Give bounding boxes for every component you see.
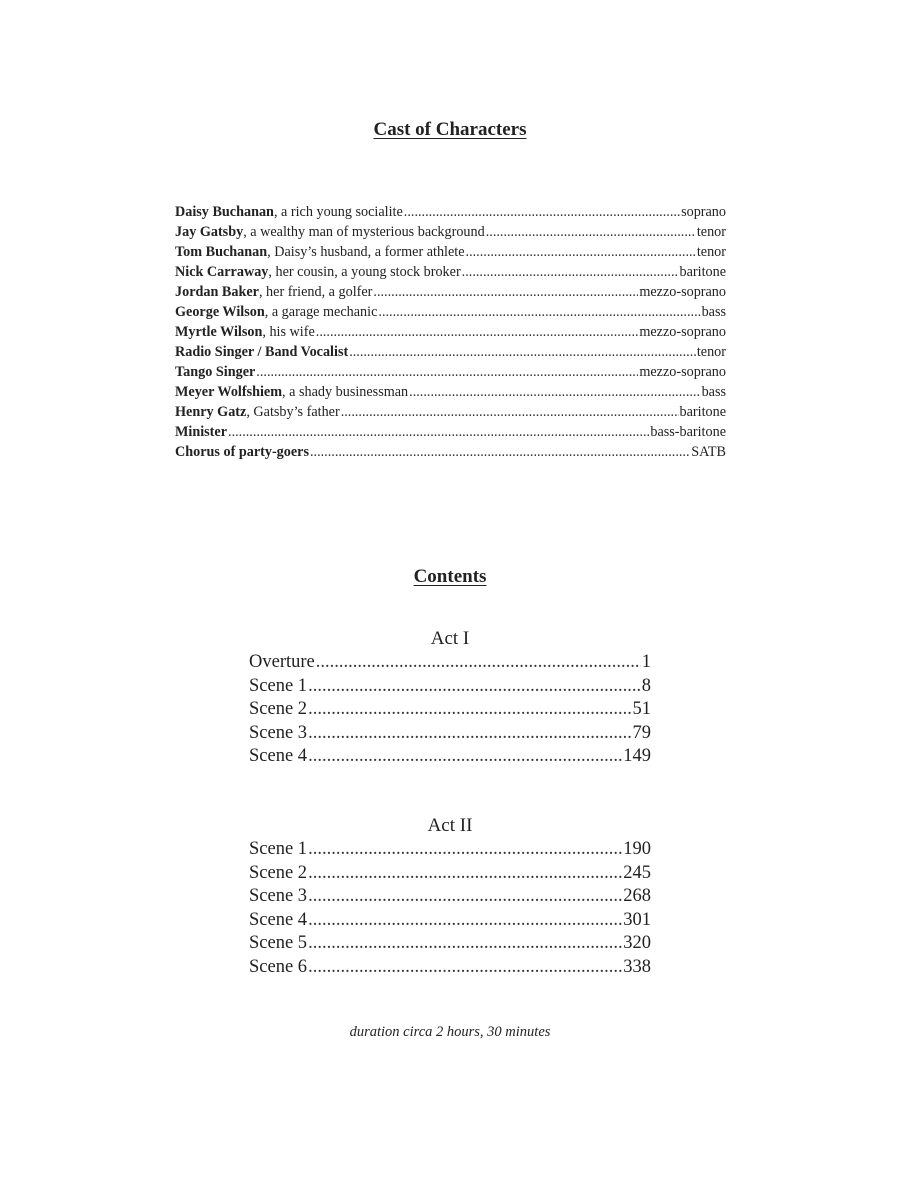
toc-entry [249, 885, 651, 909]
dot-leader [404, 202, 680, 222]
cast-name: George Wilson [175, 304, 265, 320]
cast-entry-tom-buchanan [175, 242, 726, 262]
toc-label: Scene 1 [249, 839, 308, 859]
cast-description: , a wealthy man of mysterious background [243, 224, 485, 240]
cast-name: Nick Carraway [175, 264, 269, 280]
toc-label: Overture [249, 652, 315, 672]
toc-page-number: 79 [632, 722, 651, 743]
toc-entry [249, 932, 651, 956]
toc-page-number: 320 [623, 933, 651, 953]
cast-name: Jordan Baker [175, 284, 259, 300]
dot-leader [409, 382, 700, 402]
dot-leader [341, 402, 679, 422]
act-title-act-1: Act I [430, 628, 470, 649]
cast-voice-type: soprano [681, 204, 726, 220]
cast-description: , Daisy’s husband, a former athlete [267, 244, 465, 260]
toc-page-number: 1 [641, 652, 651, 672]
cast-description: , a shady businessman [282, 384, 409, 400]
dot-leader [308, 675, 641, 699]
toc-entry [249, 956, 651, 980]
act-title-act-2: Act II [427, 815, 473, 836]
cast-entry-meyer-wolfshiem [175, 382, 726, 402]
dot-leader [462, 262, 679, 282]
dot-leader [308, 956, 622, 980]
cast-description: , a garage mechanic [264, 304, 378, 320]
cast-entry-myrtle-wilson [175, 322, 726, 342]
dot-leader [373, 282, 638, 302]
cast-voice-type: mezzo-soprano [639, 324, 726, 340]
toc-label: Scene 1 [249, 675, 308, 696]
cast-description: , a rich young socialite [273, 204, 403, 220]
cast-description: , her friend, a golfer [258, 284, 373, 300]
dot-leader [308, 838, 622, 862]
toc-list-act-2 [249, 838, 651, 979]
cast-name: Daisy Buchanan [175, 204, 274, 220]
toc-label: Scene 5 [249, 933, 308, 953]
contents-heading: Contents [413, 566, 487, 587]
cast-voice-type: bass [701, 384, 726, 400]
dot-leader [308, 745, 622, 769]
toc-entry [249, 745, 651, 769]
toc-entry [249, 698, 651, 722]
toc-label: Scene 3 [249, 722, 308, 743]
cast-entry-radio-singer [175, 342, 726, 362]
duration-note: duration circa 2 hours, 30 minutes [349, 1024, 551, 1040]
dot-leader [308, 722, 631, 746]
cast-name: Tom Buchanan [175, 244, 268, 260]
cast-voice-type: baritone [679, 404, 726, 420]
toc-entry [249, 909, 651, 933]
toc-list-act-1 [249, 651, 651, 769]
toc-page-number: 268 [623, 886, 651, 906]
cast-entry-george-wilson [175, 302, 726, 322]
cast-name: Chorus of party-goers [175, 444, 309, 460]
cast-voice-type: tenor [696, 344, 726, 360]
cast-name: Minister [175, 424, 228, 440]
cast-voice-type: tenor [696, 224, 726, 240]
toc-label: Scene 6 [249, 956, 308, 977]
cast-voice-type: mezzo-soprano [639, 364, 726, 380]
toc-entry [249, 651, 651, 675]
cast-entry-chorus [175, 442, 726, 462]
toc-page-number: 301 [623, 909, 651, 930]
toc-label: Scene 2 [249, 699, 308, 719]
cast-entry-jordan-baker [175, 282, 726, 302]
cast-name: Meyer Wolfshiem [175, 384, 283, 400]
toc-page-number: 51 [632, 699, 651, 719]
cast-entry-minister [175, 422, 726, 442]
cast-voice-type: SATB [691, 444, 726, 460]
toc-label: Scene 4 [249, 909, 308, 930]
toc-page-number: 245 [623, 862, 651, 883]
toc-entry [249, 675, 651, 699]
cast-entry-henry-gatz [175, 402, 726, 422]
dot-leader [349, 342, 696, 362]
dot-leader [308, 932, 622, 956]
toc-page-number: 149 [623, 746, 651, 766]
dot-leader [316, 322, 639, 342]
cast-voice-type: bass-baritone [650, 424, 726, 440]
toc-label: Scene 2 [249, 862, 308, 883]
cast-entry-tango-singer [175, 362, 726, 382]
cast-entry-nick-carraway [175, 262, 726, 282]
cast-entry-jay-gatsby [175, 222, 726, 242]
dot-leader [310, 442, 690, 462]
toc-entry [249, 862, 651, 886]
cast-voice-type: tenor [696, 244, 726, 260]
cast-name: Tango Singer [175, 364, 256, 380]
cast-description: , his wife [262, 324, 315, 340]
dot-leader [308, 862, 622, 886]
toc-page-number: 8 [641, 675, 651, 696]
dot-leader [378, 302, 700, 322]
dot-leader [466, 242, 696, 262]
dot-leader [308, 885, 622, 909]
dot-leader [308, 909, 622, 933]
cast-name: Myrtle Wilson [175, 324, 263, 340]
cast-heading: Cast of Characters [373, 119, 527, 140]
dot-leader [316, 651, 641, 675]
cast-description: , her cousin, a young stock broker [268, 264, 461, 280]
cast-voice-type: baritone [679, 264, 726, 280]
toc-page-number: 338 [623, 956, 651, 977]
toc-label: Scene 3 [249, 886, 308, 906]
cast-description: , Gatsby’s father [246, 404, 340, 420]
cast-name: Henry Gatz [175, 404, 247, 420]
dot-leader [308, 698, 631, 722]
cast-entry-daisy-buchanan [175, 202, 726, 222]
cast-voice-type: mezzo-soprano [639, 284, 726, 300]
cast-name: Radio Singer / Band Vocalist [175, 344, 349, 360]
cast-list [175, 202, 726, 462]
dot-leader [256, 362, 638, 382]
dot-leader [228, 422, 649, 442]
toc-entry [249, 838, 651, 862]
toc-entry [249, 722, 651, 746]
toc-page-number: 190 [623, 839, 651, 859]
cast-name: Jay Gatsby [175, 224, 244, 240]
cast-voice-type: bass [701, 304, 726, 320]
toc-label: Scene 4 [249, 746, 308, 766]
dot-leader [486, 222, 696, 242]
